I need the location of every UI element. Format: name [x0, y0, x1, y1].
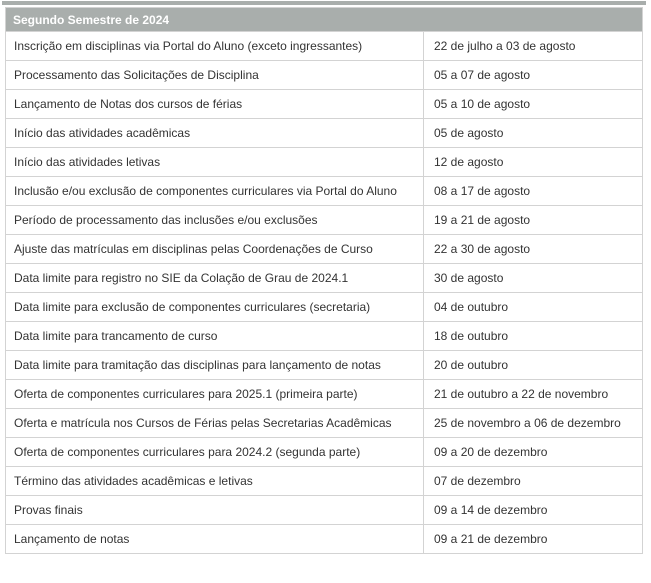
table-title: Segundo Semestre de 2024 — [6, 8, 643, 32]
event-label: Início das atividades letivas — [6, 148, 424, 177]
date-value: 22 a 30 de agosto — [424, 235, 643, 264]
event-label: Início das atividades acadêmicas — [6, 119, 424, 148]
date-value: 04 de outubro — [424, 293, 643, 322]
table-row — [6, 322, 643, 351]
table-row — [6, 380, 643, 409]
table-row — [6, 90, 643, 119]
table-row — [6, 206, 643, 235]
table-row — [6, 177, 643, 206]
date-value: 18 de outubro — [424, 322, 643, 351]
event-label: Ajuste das matrículas em disciplinas pelas Coordenações de Curso — [6, 235, 424, 264]
event-label: Processamento das Solicitações de Disciplina — [6, 61, 424, 90]
table-row — [6, 148, 643, 177]
event-label: Oferta de componentes curriculares para 2024.2 (segunda parte) — [6, 438, 424, 467]
table-row — [6, 525, 643, 554]
table-row — [6, 409, 643, 438]
table-row — [6, 351, 643, 380]
date-value: 21 de outubro a 22 de novembro — [424, 380, 643, 409]
event-label: Data limite para exclusão de componentes curriculares (secretaria) — [6, 293, 424, 322]
event-label: Oferta de componentes curriculares para 2025.1 (primeira parte) — [6, 380, 424, 409]
event-label: Lançamento de Notas dos cursos de férias — [6, 90, 424, 119]
table-row — [6, 235, 643, 264]
table-row — [6, 467, 643, 496]
table-row — [6, 496, 643, 525]
date-value: 08 a 17 de agosto — [424, 177, 643, 206]
date-value: 12 de agosto — [424, 148, 643, 177]
date-value: 05 de agosto — [424, 119, 643, 148]
event-label: Oferta e matrícula nos Cursos de Férias pelas Secretarias Acadêmicas — [6, 409, 424, 438]
date-value: 09 a 14 de dezembro — [424, 496, 643, 525]
event-label: Inscrição em disciplinas via Portal do Aluno (exceto ingressantes) — [6, 32, 424, 61]
date-value: 19 a 21 de agosto — [424, 206, 643, 235]
event-label: Lançamento de notas — [6, 525, 424, 554]
event-label: Inclusão e/ou exclusão de componentes curriculares via Portal do Aluno — [6, 177, 424, 206]
table-row — [6, 119, 643, 148]
event-label: Data limite para registro no SIE da Colação de Grau de 2024.1 — [6, 264, 424, 293]
date-value: 05 a 10 de agosto — [424, 90, 643, 119]
event-label: Provas finais — [6, 496, 424, 525]
event-label: Data limite para tramitação das disciplinas para lançamento de notas — [6, 351, 424, 380]
date-value: 07 de dezembro — [424, 467, 643, 496]
table-row — [6, 32, 643, 61]
date-value: 09 a 21 de dezembro — [424, 525, 643, 554]
table-row — [6, 293, 643, 322]
date-value: 22 de julho a 03 de agosto — [424, 32, 643, 61]
date-value: 20 de outubro — [424, 351, 643, 380]
academic-calendar-table — [5, 7, 643, 554]
table-row — [6, 438, 643, 467]
table-row — [6, 264, 643, 293]
cropped-element-above-edge — [2, 1, 646, 5]
date-value: 05 a 07 de agosto — [424, 61, 643, 90]
date-value: 09 a 20 de dezembro — [424, 438, 643, 467]
date-value: 30 de agosto — [424, 264, 643, 293]
date-value: 25 de novembro a 06 de dezembro — [424, 409, 643, 438]
event-label: Término das atividades acadêmicas e letivas — [6, 467, 424, 496]
event-label: Data limite para trancamento de curso — [6, 322, 424, 351]
table-header-row — [6, 8, 643, 32]
table-row — [6, 61, 643, 90]
event-label: Período de processamento das inclusões e/ou exclusões — [6, 206, 424, 235]
